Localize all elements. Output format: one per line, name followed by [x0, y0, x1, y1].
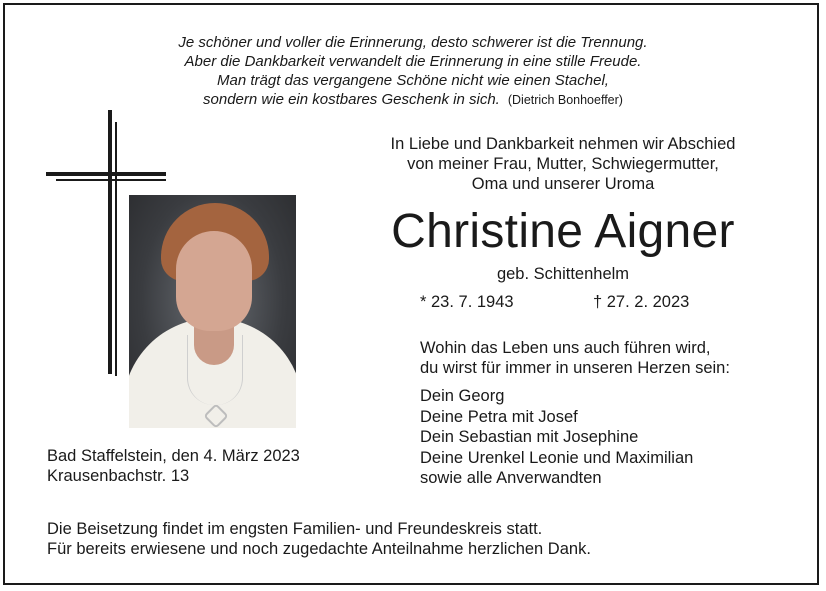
- cross-horizontal-shadow: [56, 179, 166, 181]
- mourner-line: Dein Georg: [420, 387, 505, 405]
- verse-text: [420, 338, 730, 378]
- quote-line: Man trägt das vergangene Schöne nicht wie einen Stachel,: [217, 72, 609, 89]
- thanks-line: Für bereits erwiesene und noch zugedachte Anteilnahme herzlichen Dank.: [47, 540, 591, 558]
- portrait-photo: [129, 195, 296, 428]
- mourner-line: Dein Sebastian mit Josephine: [420, 428, 639, 446]
- intro-line: In Liebe und Dankbarkeit nehmen wir Abschied: [390, 135, 736, 153]
- address-line: Krausenbachstr. 13: [47, 467, 190, 485]
- intro-line: Oma und unserer Uroma: [471, 175, 655, 193]
- quote-line: Je schöner und voller die Erinnerung, desto schwerer ist die Trennung.: [178, 34, 648, 51]
- cross-vertical-beam: [108, 110, 112, 374]
- place-and-address: [47, 446, 300, 486]
- verse-line: du wirst für immer in unseren Herzen sein:: [420, 359, 730, 377]
- cross-vertical-shadow: [115, 122, 117, 376]
- mourner-line: Deine Petra mit Josef: [420, 407, 578, 426]
- verse-line: Wohin das Leben uns auch führen wird,: [420, 339, 711, 357]
- mourners-list: [420, 386, 693, 489]
- cross-horizontal-beam: [46, 172, 166, 176]
- mourner-line: sowie alle Anverwandten: [420, 469, 602, 487]
- funeral-note: [47, 519, 591, 559]
- quote-line-text: sondern wie ein kostbares Geschenk in sich.: [203, 91, 500, 108]
- death-date: † 27. 2. 2023: [593, 293, 690, 311]
- intro-text: [353, 134, 773, 194]
- funeral-note-line: Die Beisetzung findet im engsten Familien- und Freundeskreis statt.: [47, 520, 543, 538]
- maiden-name: geb. Schittenhelm: [496, 265, 630, 283]
- quote-line: Aber die Dankbarkeit verwandelt die Erinnerung in eine stille Freude.: [184, 53, 642, 70]
- portrait-face: [176, 231, 252, 331]
- quote-line-last: [0, 90, 826, 110]
- portrait-necklace: [187, 335, 243, 405]
- quote-author: (Dietrich Bonhoeffer): [507, 93, 623, 107]
- mourner-line: Deine Urenkel Leonie und Maximilian: [420, 448, 694, 467]
- bonhoeffer-quote: [0, 33, 826, 110]
- place-date-line: Bad Staffelstein, den 4. März 2023: [47, 447, 300, 465]
- deceased-name: Christine Aigner: [391, 205, 735, 258]
- birth-date: * 23. 7. 1943: [420, 293, 514, 311]
- intro-line: von meiner Frau, Mutter, Schwiegermutter,: [407, 155, 719, 173]
